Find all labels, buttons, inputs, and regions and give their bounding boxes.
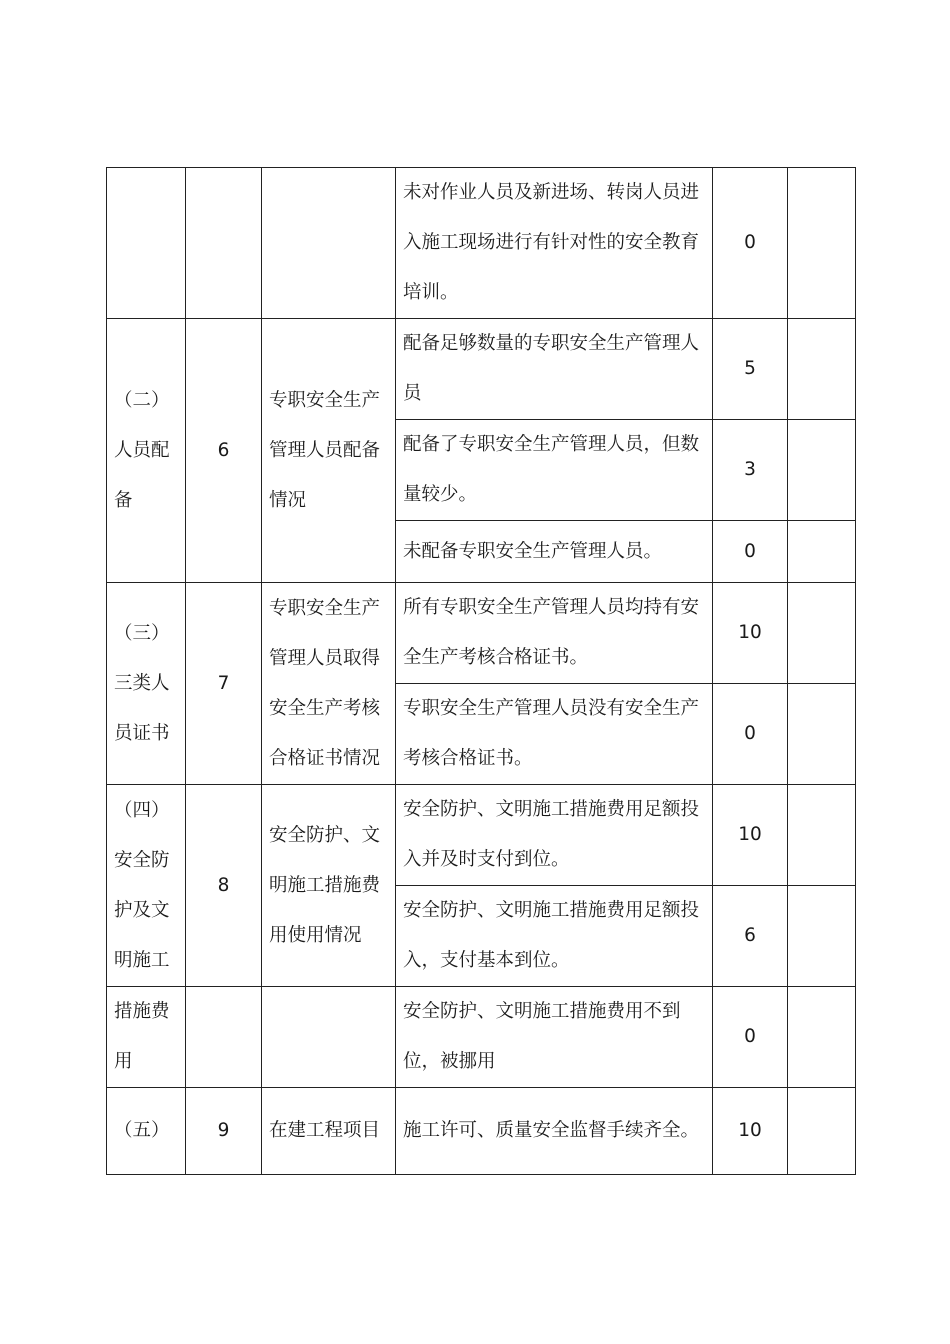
section-cell [107,168,186,319]
remark-cell [788,684,856,785]
score-cell: 10 [713,583,788,684]
table-row [107,785,856,886]
item-cell: 专职安全生产管理人员取得安全生产考核合格证书情况 [262,583,396,785]
table-row [107,168,856,319]
criterion-cell: 配备足够数量的专职安全生产管理人员 [396,319,713,420]
item-cell: 安全防护、文明施工措施费用使用情况 [262,785,396,987]
score-cell: 10 [713,1088,788,1175]
section-cell: （五） [107,1088,186,1175]
section-cell: 措施费用 [107,987,186,1088]
score-cell: 10 [713,785,788,886]
item-cell: 专职安全生产管理人员配备情况 [262,319,396,583]
criterion-cell: 安全防护、文明施工措施费用不到位，被挪用 [396,987,713,1088]
remark-cell [788,583,856,684]
score-cell: 0 [713,684,788,785]
section-cell: （二）人员配备 [107,319,186,583]
criterion-cell: 专职安全生产管理人员没有安全生产考核合格证书。 [396,684,713,785]
remark-cell [788,1088,856,1175]
criterion-cell: 未对作业人员及新进场、转岗人员进入施工现场进行有针对性的安全教育培训。 [396,168,713,319]
remark-cell [788,785,856,886]
number-cell: 9 [186,1088,262,1175]
criterion-cell: 未配备专职安全生产管理人员。 [396,521,713,583]
number-cell: 7 [186,583,262,785]
criterion-cell: 配备了专职安全生产管理人员，但数量较少。 [396,420,713,521]
remark-cell [788,521,856,583]
section-cell: （三）三类人员证书 [107,583,186,785]
score-cell: 0 [713,987,788,1088]
remark-cell [788,886,856,987]
criterion-cell: 安全防护、文明施工措施费用足额投入并及时支付到位。 [396,785,713,886]
score-cell: 0 [713,521,788,583]
table-row [107,583,856,684]
criterion-cell: 安全防护、文明施工措施费用足额投入，支付基本到位。 [396,886,713,987]
score-cell: 0 [713,168,788,319]
score-cell: 3 [713,420,788,521]
score-cell: 5 [713,319,788,420]
remark-cell [788,987,856,1088]
number-cell [186,168,262,319]
remark-cell [788,168,856,319]
item-cell: 在建工程项目 [262,1088,396,1175]
remark-cell [788,420,856,521]
evaluation-table [106,167,856,1175]
item-cell [262,987,396,1088]
remark-cell [788,319,856,420]
number-cell [186,987,262,1088]
table-row [107,319,856,420]
table-row [107,987,856,1088]
section-cell: （四）安全防护及文明施工 [107,785,186,987]
criterion-cell: 施工许可、质量安全监督手续齐全。 [396,1088,713,1175]
number-cell: 8 [186,785,262,987]
score-cell: 6 [713,886,788,987]
table-row [107,1088,856,1175]
number-cell: 6 [186,319,262,583]
criterion-cell: 所有专职安全生产管理人员均持有安全生产考核合格证书。 [396,583,713,684]
item-cell [262,168,396,319]
